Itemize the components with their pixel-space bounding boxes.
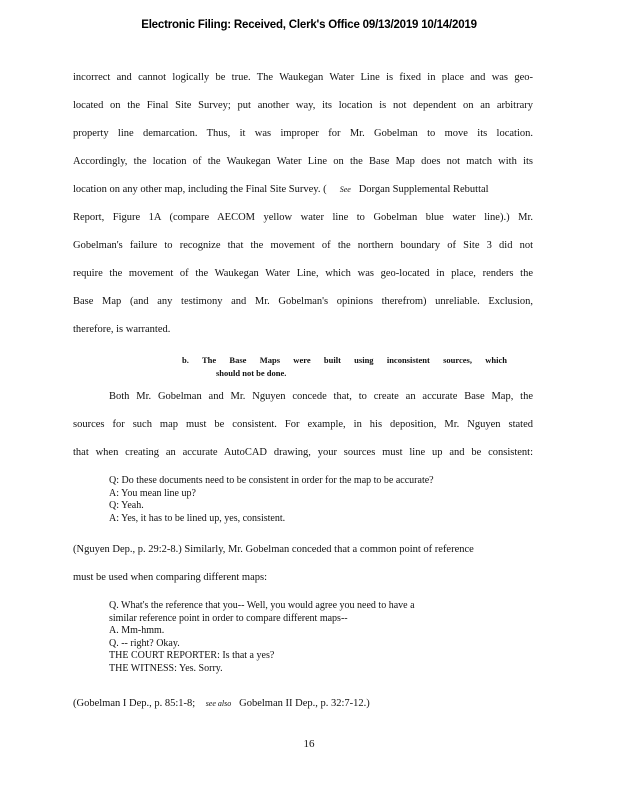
text-fragment: Gobelman II Dep., p. 32:7-12.) [239,698,370,709]
quote-line: A: You mean line up? [109,487,196,499]
text-line: Gobelman's failure to recognize that the movement of the northern boundary of Site 3 did not [73,240,533,251]
text-line: located on the Final Site Survey; put another way, its location is not dependent on an arbitrary [73,100,533,111]
quote-line: Q: Yeah. [109,500,144,512]
quote-line: similar reference point in order to compare different maps-- [109,612,348,624]
deposition-quote-2 [109,600,415,676]
text-line: sources for such map must be consistent. For example, in his deposition, Mr. Nguyen stated [73,419,533,430]
quote-line: THE WITNESS: Yes. Sorry. [109,662,223,674]
heading-line: should not be done. [216,368,287,378]
text-fragment: Dorgan Supplemental Rebuttal [358,184,489,195]
text-line: (Nguyen Dep., p. 29:2-8.) Similarly, Mr. Gobelman conceded that a common point of reference [73,544,474,555]
text-line [73,184,489,195]
quote-line: A: Yes, it has to be lined up, yes, consistent. [109,512,286,524]
text-line: property line demarcation. Thus, it was improper for Mr. Gobelman to move its location. [73,128,533,139]
text-fragment: (Gobelman I Dep., p. 85:1-8; [73,698,196,709]
text-line [73,698,370,709]
see-also-signal: see also [205,699,232,708]
quote-line: Q. -- right? Okay. [109,637,180,649]
page-number: 16 [303,738,315,750]
quote-line: THE COURT REPORTER: Is that a yes? [109,650,275,662]
deposition-quote-1 [109,475,434,525]
text-line: Accordingly, the location of the Waukegan Water Line on the Base Map does not match with its [73,156,533,167]
text-line: therefore, is warranted. [73,324,171,335]
text-line: require the movement of the Waukegan Water Line, which was geo-located in place, renders the [73,268,533,279]
text-line: Base Map (and any testimony and Mr. Gobelman's opinions therefrom) unreliable. Exclusion, [73,296,533,307]
section-heading [182,354,507,380]
text-line: that when creating an accurate AutoCAD drawing, your sources must line up and be consistent: [73,447,533,458]
text-line: must be used when comparing different maps: [73,572,268,583]
see-signal: See [339,185,351,194]
text-line: incorrect and cannot logically be true. The Waukegan Water Line is fixed in place and was geo- [73,72,533,83]
quote-line: Q: Do these documents need to be consistent in order for the map to be accurate? [109,475,434,486]
text-line: Both Mr. Gobelman and Mr. Nguyen concede that, to create an accurate Base Map, the [109,391,533,402]
quote-line: A. Mm-hmm. [109,625,165,637]
text-fragment: location on any other map, including the Final Site Survey. ( [73,184,327,195]
text-line: Report, Figure 1A (compare AECOM yellow water line to Gobelman blue water line).) Mr. [73,212,533,223]
heading-line: b. The Base Maps were built using inconsistent sources, which [182,355,507,365]
filing-header: Electronic Filing: Received, Clerk's Office 09/13/2019 10/14/2019 [141,19,477,31]
quote-line: Q. What's the reference that you-- Well, you would agree you need to have a [109,600,415,611]
